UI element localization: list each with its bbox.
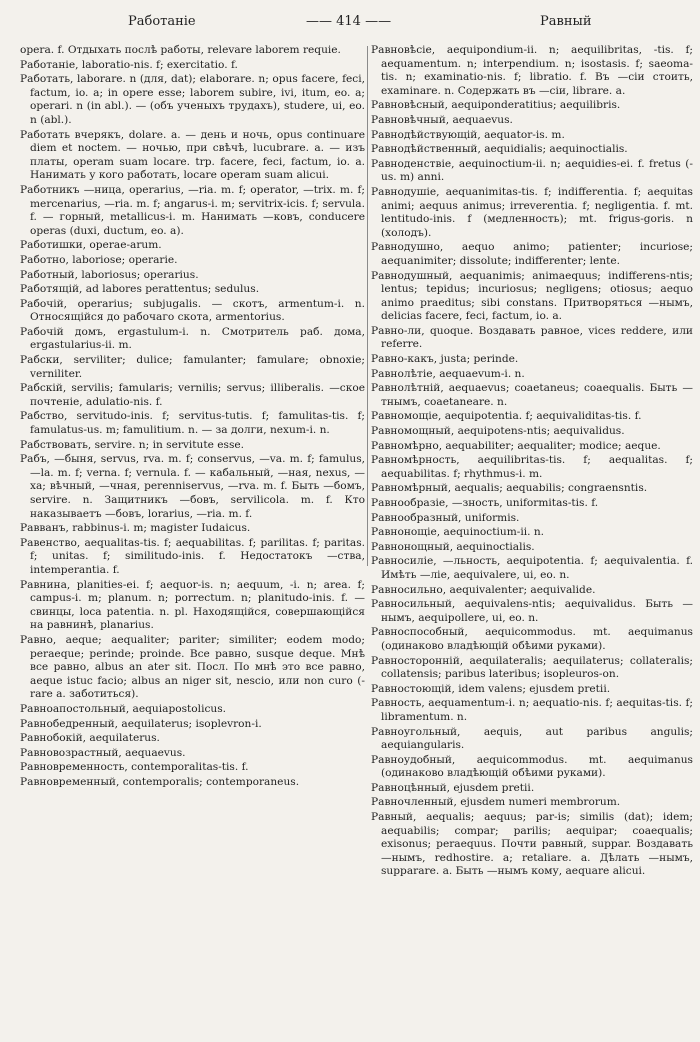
dictionary-entry: Работать вчерякъ, dolare. a. — день и ночь, opus continuare diem et noctem. — ночью, при свѣчѣ, lucubrare. a. — изъ платы, operam suam locare. trp. facere, feci, factum, io. a. Нанимать у кого работать, locare operam suam alicui. xyxy=(20,128,365,182)
page-header xyxy=(0,14,700,36)
dictionary-entry: Работно, laboriose; operarie. xyxy=(20,253,178,266)
dictionary-entry: Равномощіе, aequipotentia. f; aequivaliditas-tis. f. xyxy=(371,410,642,423)
dictionary-entry: Равнодушіе, aequanimitas-tis. f; indifferentia. f; aequitas animi; aequus animus; irreverentia. f; negligentia. f. mt. lentitudo-inis. f (медленность); mt. frigus-goris. n (холодъ). xyxy=(371,185,693,239)
dictionary-entry: Равномѣрно, aequabiliter; aequaliter; modice; aeque. xyxy=(371,439,661,452)
dictionary-entry: Работать, laborare. n (для, dat); elaborare. n; opus facere, feci, factum, io. a; in opere esse; laborem subire, ivi, itum, eo. a; operari. n (in abl.). — (объ ученыхъ трудахъ), studere, ui, eo. n (abl.). xyxy=(20,73,365,126)
dictionary-entry: Равнобокій, aequilaterus. xyxy=(20,732,160,745)
dictionary-entry: Равновѣчный, aequaevus. xyxy=(371,113,513,126)
dictionary-entry: Равновременный, contemporalis; contemporaneus. xyxy=(20,775,300,788)
dictionary-entry: Рабочій домъ, ergastulum-i. n. Смотритель раб. дома, ergastularius-ii. m. xyxy=(20,325,365,352)
dictionary-entry: Равнодушный, aequanimis; animaequus; indifferens-ntis; lentus; tepidus; incuriosus; negligens; otiosus; aequo animo praeditus; sibi constans. Притворяться —нымъ, delicias facere, feci, factum, io. a. xyxy=(371,269,693,323)
dictionary-entry: Рабскій, servilis; famularis; vernilis; servus; illiberalis. —ское почтеніе, adulatio-nis. f. xyxy=(20,382,365,408)
dictionary-entry: Равнодушно, aequo animo; patienter; incuriose; aequanimiter; dissolute; indifferenter; lente. xyxy=(371,241,693,267)
dictionary-entry: Работный, laboriosus; operarius. xyxy=(20,268,199,281)
dictionary-entry: Рабъ, —быня, servus, rva. m. f; conservus, —va. m. f; famulus, —la. m. f; verna. f; vernula. f. — кабальный, —ная, nexus, —xa; вѣчный, —чная, perenniservus, —rva. m. f. Быть —бомъ, servire. n. Защитникъ —бовъ, servilicola. m. f. Кто наказываетъ —бовъ, lorarius, —ria. m. f. xyxy=(20,453,365,520)
dictionary-entry: Равнобедренный, aequilaterus; isoplevron-i. xyxy=(20,717,262,730)
dictionary-entry: Равномѣрный, aequalis; aequabilis; congraensntis. xyxy=(371,482,648,495)
dictionary-entry: Равноденствіе, aequinoctium-ii. n; aequidies-ei. f. fretus (-us. m) anni. xyxy=(371,157,693,184)
dictionary-entry: Равновѣсный, aequiponderatitius; aequilibris. xyxy=(371,99,621,112)
dictionary-entry: Равванъ, rabbinus-i. m; magister Iudaicus. xyxy=(20,522,251,535)
dictionary-entry: Равенство, aequalitas-tis. f; aequabilitas. f; parilitas. f; paritas. f; unitas. f; similitudo-inis. f. Недостатокъ —ства, intemperantia. f. xyxy=(20,536,365,576)
dictionary-entry: Работишки, operae-arum. xyxy=(20,239,162,252)
dictionary-entry: Равнонощіе, aequinoctium-ii. n. xyxy=(371,526,545,539)
dictionary-entry: Равноцѣнный, ejusdem pretii. xyxy=(371,781,535,794)
dictionary-entry: Равносиліе, —льность, aequipotentia. f; aequivalentia. f. Имѣть —ліе, aequivalere, ui, eo. n. xyxy=(371,555,693,581)
column-divider xyxy=(367,46,368,566)
dictionary-entry: Равномѣрность, aequilibritas-tis. f; aequalitas. f; aequabilitas. f; rhythmus-i. m. xyxy=(371,454,693,480)
dictionary-entry: Равносильно, aequivalenter; aequivalide. xyxy=(371,583,596,596)
dictionary-entry: Равность, aequamentum-i. n; aequatio-nis. f; aequitas-tis. f; libramentum. n. xyxy=(371,697,693,723)
dictionary-entry: Равновременность, contemporalitas-tis. f. xyxy=(20,761,249,774)
dictionary-entry: Равно-ли, quoque. Воздавать равное, vices reddere, или referre. xyxy=(371,324,693,351)
dictionary-entry: Работникъ —ница, operarius, —ria. m. f; operator, —trix. m. f; mercenarius, —ria. m. f; angarus-i. m; servitrix-icis. f; servula. f. — горный, metallicus-i. m. Нанимать —ковъ, conducere operas (duxi, ductum, eo. a). xyxy=(20,183,365,237)
dictionary-entry: Равный, aequalis; aequus; par-is; similis (dat); idem; aequabilis; compar; parilis; aequipar; coaequalis; exisonus; peraequus. Почти равный, suppar. Воздавать —нымъ, redhostire. a; retaliare. a. Дѣлать —нымъ, supparare. a. Быть —нымъ кому, aequare alicui. xyxy=(371,811,693,878)
dictionary-entry: Равностороннiй, aequilateralis; aequilaterus; collateralis; collatensis; paribus lateribus; isopleuros-on. xyxy=(371,654,693,681)
dictionary-entry: Равновозрастный, aequaevus. xyxy=(20,746,186,759)
page-number: —— 414 —— xyxy=(306,14,392,29)
dictionary-entry: Равнолѣтній, aequaevus; coaetaneus; coaequalis. Быть —тнымъ, coaetaneare. n. xyxy=(371,382,693,408)
dictionary-entry: Равнонощный, aequinoctialis. xyxy=(371,540,535,553)
dictionary-entry: Работаніе, laboratio-nis. f; exercitatio. f. xyxy=(20,58,238,71)
dictionary-entry: Равно, aeque; aequaliter; pariter; similiter; eodem modo; peraeque; perinde; proinde. Все равно, susque deque. Мнѣ все равно, albus an ater sit. Посл. По мнѣ это все равно, aeque istuc facio; albus an niger sit, nescio, или non curo (-rare a. заботиться). xyxy=(20,633,365,701)
dictionary-entry: Рабствовать, servire. n; in servitute esse. xyxy=(20,438,245,451)
dictionary-entry: Равносильный, aequivalens-ntis; aequivalidus. Быть —нымъ, aequipollere, ui, eo. n. xyxy=(371,598,693,624)
right-column xyxy=(371,44,693,1036)
dictionary-entry: Рабски, serviliter; dulice; famulanter; famulare; obnoxie; verniliter. xyxy=(20,354,365,380)
left-column xyxy=(20,44,365,1036)
dictionary-entry: Равнообразіе, —зность, uniformitas-tis. f. xyxy=(371,497,599,509)
dictionary-entry: opera. f. Отдыхать послѣ работы, relevare laborem requie. xyxy=(20,44,341,56)
dictionary-entry: Рабство, servitudo-inis. f; servitus-tutis. f; famulitas-tis. f; famulatus-us. m; famulitium. n. — за долги, nexum-i. n. xyxy=(20,410,365,437)
dictionary-entry: Равностоющій, idem valens; ejusdem pretii. xyxy=(371,682,611,695)
dictionary-entry: Равно-какъ, justa; perinde. xyxy=(371,353,519,366)
dictionary-entry: Равноугольный, aequis, aut paribus angulis; aequiangularis. xyxy=(371,725,693,752)
dictionary-entry: Равнина, planities-ei. f; aequor-is. n; aequum, -i. n; area. f; campus-i. m; planum. n; porrectum. n; planitudo-inis. f. — свинцы, loca patentia. n. pl. Находящійся, совершающійся на равнинѣ, planarius. xyxy=(20,578,365,632)
dictionary-entry: Равнодѣйствующій, aequator-is. m. xyxy=(371,128,565,141)
dictionary-entry: Равнообразный, uniformis. xyxy=(371,511,520,524)
header-left-word: Работаніе xyxy=(128,14,196,29)
dictionary-entry: Рабочій, operarius; subjugalis. — скотъ, armentum-i. n. Относящійся до рабочаго скота, armentorius. xyxy=(20,297,365,324)
dictionary-entry: Равноспособный, aequicommodus. mt. aequimanus (одинаково владѣющій обѣими руками). xyxy=(371,626,693,652)
dictionary-entry: Равнодѣйственный, aequidialis; aequinoctialis. xyxy=(371,143,628,156)
dictionary-entry: Равновѣсіе, aequipondium-ii. n; aequilibritas, -tis. f; aequamentum. n; interpendium. n; isostasis. f; saeoma-tis. n; examinatio-nis. f; libratio. f. Въ —сіи стоить, examinare. n. Содержать въ —сіи, librare. a. xyxy=(371,44,693,97)
dictionary-entry: Равночленный, ejusdem numeri membrorum. xyxy=(371,796,621,809)
dictionary-entry: Работящій, ad labores perattentus; sedulus. xyxy=(20,283,260,296)
dictionary-entry: Равноудобный, aequicommodus. mt. aequimanus (одинаково владѣющій обѣими руками). xyxy=(371,753,693,780)
dictionary-entry: Равнолѣтіе, aequaevum-i. n. xyxy=(371,367,525,380)
header-right-word: Равный xyxy=(540,14,592,29)
dictionary-entry: Равномощный, aequipotens-ntis; aequivalidus. xyxy=(371,425,625,438)
dictionary-entry: Равноапостольный, aequiapostolicus. xyxy=(20,702,227,715)
